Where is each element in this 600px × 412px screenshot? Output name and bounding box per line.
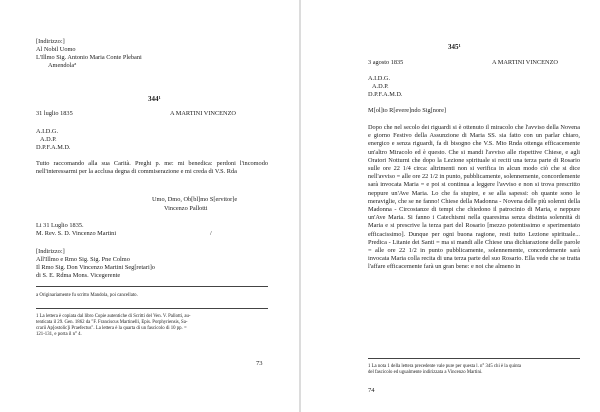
closing-line: Umo, Dmo, Ob[bl]mo S[ervitor]e [152, 196, 238, 203]
letter-recipient: A MARTINI VINCENZO [492, 59, 558, 66]
abbrev-line: D.P.F.A.M.D. [368, 91, 403, 98]
page-number: 73 [256, 360, 263, 367]
letter-number: $345^1$ [448, 43, 461, 51]
address2-line: All'Illmo e Rmo Sig. Sig. Pne Colmo [36, 256, 130, 263]
footnote-mark: 1 [158, 95, 161, 100]
letter-body: Tutto raccomando alla sua Carità. Preghi p. me: mi benedica: perdoni l'incomodo nell'interessarmi per la acclusa degna di commiserazione e mi creda di V.S. Rda [36, 160, 268, 176]
footnote-line: 1 La lettera è copiata dal libro Copie autentiche di Scritti del Ven. V. Pallotti, au- [36, 314, 191, 319]
address2-line: di S. E. Rdma Mons. Vicegerente [36, 272, 121, 279]
letter-body: Dopo che nel secolo dei riguardi si è ottenuto il miracolo che l'avviso della Novena e giorno Festivo della Assunzione di Maria SS. sia fatto con un parlar chiaro, energico e senza riguardi, fa di bisogno che V.S. Mto Rnda ottenga efficacemente un'altro Miracolo ed è questo. Che si mandi l'avviso alle rispettive Chiese, e agli Oratori Notturni che dopo la Lezione spirituale si reciti una terza parte di Rosario sulle ore 22 1/4 circa: altrimenti non si verifica in alcun modo ciò che si dice nell'avviso = alle ore 22 1/2 in punto, pubblicamente, solennemente, concordemente sarà invocata Maria = e poi si continua a leggere l'avviso e non si trova prescritto neppure un'Ave Maria. Lo che fa stupire, e se alla sapessi: oh quante sono le meraviglie, che se ne fanno! Chiese della Madonna - Novena delle più solenni della Madonna - Circostanze di tempi che chiedono il patrocinio di Maria, e neppure un'Ave Maria. Si fanno i Catechismi nella quaresima senza distinta solennità di Maria e si prescrive la terza part del Rosario [mezzo potentissimo e sperimentato efficacissimo]. Dunque per ogni buona ragione, resti tutto Lezione spirituale... Predica - Litanie dei Santi = ma si mandi alle Chiese una dichiarazione delle parole = alle ore 22 1/2 in punto pubblicamente, solennemente, concordemente sarà invocata Maria colla recita di una terza parte del suo Rosario. Ella vede che se tratta l'affare efficacemente farà un gran bene: e noi che almeno in [368, 124, 580, 271]
footnote-divider [36, 308, 268, 309]
footnote-a: a Originariamente fu scritto Mandola, poi cancellato. [36, 293, 138, 298]
letter-recipient: A MARTINI VINCENZO [170, 110, 236, 117]
right-page [300, 0, 600, 412]
address-line: L'Illmo Sig. Antonio Maria Conte Plebani [36, 54, 142, 61]
address2-line: Il Rmo Sig. Don Vincenzo Martini Seg[retari]o [36, 264, 155, 271]
letter-date: 31 luglio 1835 [36, 110, 73, 117]
footnote-mark: a [74, 61, 77, 66]
address-line: Amendola$^a$ [48, 61, 77, 69]
footnote-line: 1 La nota 1 della lettera precedente vale pure per questa l. n° 345 chi è la quinta [368, 364, 521, 369]
abbrev-line: A.I.D.G. [36, 128, 59, 135]
footnote-line: crarii Ap[ostolic]i Praefectus". La lettera è la quarta di un fascicolo di 10 pp. = [36, 326, 187, 331]
sign-date: Li 31 Luglio 1835. [36, 222, 84, 229]
address2-line: [Indirizzo:] [36, 248, 65, 255]
abbrev-line: D.P.F.A.M.D. [36, 144, 71, 151]
address-line: [Indirizzo:] [36, 38, 65, 45]
slash-mark: / [210, 230, 212, 237]
salutation: M[ol]to R[evere]ndo Sig[nore] [368, 107, 446, 114]
footnote-divider [36, 286, 268, 287]
abbrev-line: A.I.D.G. [368, 75, 391, 82]
footnote-line: del fascicolo ed ugualmente indirizzata a Vincenzo Martini. [368, 370, 483, 375]
abbrev-line: A.D.P. [40, 136, 57, 143]
sign-addressee: M. Rev. S. D. Vincenzo Martini [36, 230, 117, 237]
footnote-divider [368, 358, 580, 359]
abbrev-line: A.D.P. [372, 83, 389, 90]
footnote-line: 121-131, e porta il n° 4. [36, 332, 82, 337]
page-number: 74 [368, 387, 375, 394]
footnote-mark: 1 [458, 43, 461, 48]
signature: Vincenzo Pallotti [164, 205, 208, 212]
letter-number: $344^1$ [148, 95, 161, 103]
letter-date: 3 agosto 1835 [368, 59, 404, 66]
footnote-line: tenticata il 29. Gen. 1862 da "F. Franciscus Martinelli, Epis. Porphyriensis, Sa- [36, 320, 188, 325]
address-line: Al Nobil Uomo [36, 46, 76, 53]
